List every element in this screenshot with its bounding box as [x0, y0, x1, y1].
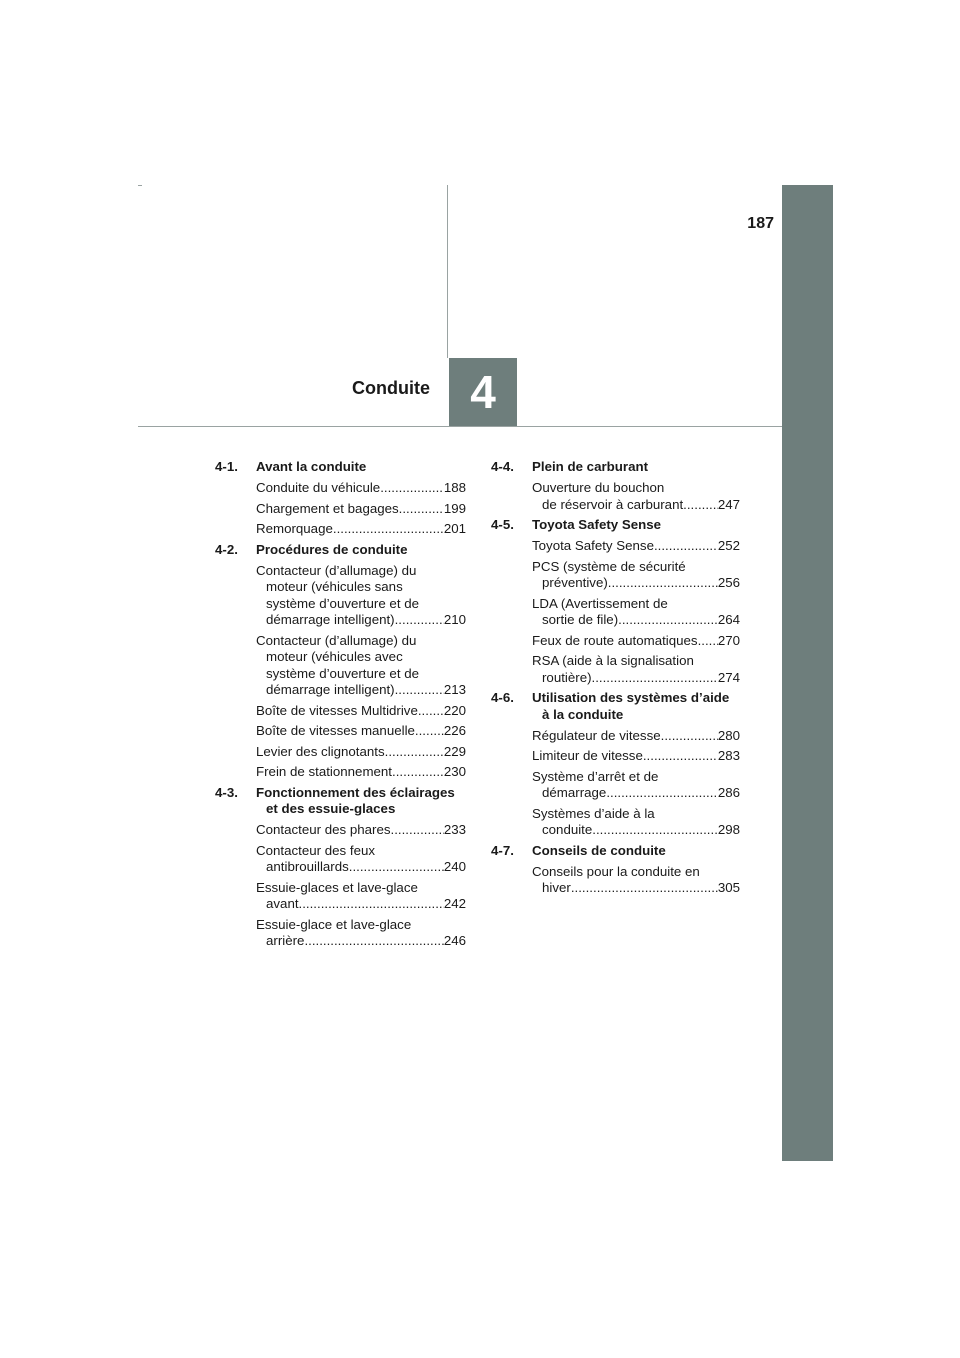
- entry-page-number[interactable]: 305: [717, 880, 740, 895]
- dot-leader: [698, 633, 718, 650]
- entry-page-number[interactable]: 210: [443, 612, 466, 627]
- section-title-line: Conseils de conduite: [532, 842, 666, 858]
- entry-text: Contacteur des phares: [256, 822, 391, 837]
- toc-section: [491, 459, 740, 513]
- entry-last-line: [256, 744, 466, 761]
- entry-last-line: [256, 933, 466, 950]
- toc-section: [491, 517, 740, 686]
- toc-section: [215, 785, 466, 950]
- entry-line: Conseils pour la conduite en: [532, 863, 700, 879]
- entry-line: LDA (Avertissement de: [532, 595, 668, 611]
- dot-leader: [385, 744, 444, 761]
- entry-page-number[interactable]: 274: [717, 669, 740, 685]
- section-entries: [491, 728, 740, 839]
- entry-last-line: [532, 748, 740, 765]
- section-title-line: Utilisation des systèmes d’aide: [532, 690, 730, 705]
- toc-entry[interactable]: [256, 843, 466, 876]
- dot-leader: [415, 723, 444, 740]
- section-heading: [215, 785, 466, 818]
- dot-leader: [392, 764, 444, 781]
- entry-text: antibrouillards: [266, 859, 349, 874]
- toc-entry[interactable]: [532, 806, 740, 839]
- entry-text: Régulateur de vitesse: [532, 727, 661, 743]
- toc-entry[interactable]: [256, 480, 466, 497]
- horizontal-rule: [138, 426, 782, 427]
- toc-entry[interactable]: [256, 764, 466, 781]
- section-title-line: Plein de carburant: [532, 459, 649, 474]
- section-title: [532, 690, 740, 723]
- toc-entry[interactable]: [532, 559, 740, 592]
- toc-section: [491, 843, 740, 897]
- entry-last-line: [532, 633, 740, 650]
- entry-last-line: [532, 575, 740, 592]
- entry-last-line: [532, 880, 740, 897]
- toc-right-column: [491, 459, 740, 901]
- entry-line: Essuie-glace et lave-glace: [256, 916, 412, 932]
- section-number: 4-3.: [215, 784, 238, 800]
- dot-leader: [571, 880, 718, 897]
- entry-page-number[interactable]: 264: [717, 612, 740, 627]
- dot-leader: [418, 703, 444, 720]
- section-title: [532, 459, 740, 476]
- section-entries: [491, 480, 740, 513]
- entry-line: moteur (véhicules avec: [266, 649, 403, 664]
- entry-last-line: [256, 501, 466, 518]
- dot-leader: [661, 728, 718, 745]
- entry-text: Limiteur de vitesse: [532, 748, 643, 763]
- section-title-line: Procédures de conduite: [256, 541, 408, 557]
- entry-line: Systèmes d’aide à la: [532, 805, 655, 821]
- entry-line: système d’ouverture et de: [266, 665, 419, 681]
- section-title: [256, 785, 466, 818]
- entry-line: RSA (aide à la signalisation: [532, 653, 694, 668]
- entry-line: Système d’arrêt et de: [532, 768, 659, 784]
- toc-entry[interactable]: [532, 748, 740, 765]
- entry-page-number[interactable]: 220: [443, 702, 466, 718]
- toc-entry[interactable]: [532, 480, 740, 513]
- dot-leader: [592, 822, 718, 839]
- entry-line: PCS (système de sécurité: [532, 558, 686, 574]
- chapter-side-tab: [782, 185, 833, 1161]
- entry-text: Boîte de vitesses manuelle: [256, 723, 415, 738]
- section-entries: [491, 864, 740, 897]
- entry-page-number[interactable]: 240: [443, 859, 466, 874]
- toc-entry[interactable]: [532, 769, 740, 802]
- section-heading: [215, 459, 466, 476]
- entry-text: préventive): [542, 575, 608, 590]
- entry-page-number[interactable]: 233: [443, 822, 466, 837]
- entry-page-number[interactable]: 199: [443, 500, 466, 516]
- dot-leader: [349, 859, 444, 876]
- entry-text: Feux de route automatiques: [532, 632, 698, 648]
- entry-page-number[interactable]: 247: [717, 496, 740, 512]
- toc-entry[interactable]: [256, 563, 466, 629]
- section-number: 4-6.: [491, 690, 514, 705]
- entry-last-line: [532, 670, 740, 687]
- section-title: [532, 843, 740, 860]
- entry-last-line: [532, 497, 740, 514]
- toc-entry[interactable]: [256, 880, 466, 913]
- entry-page-number[interactable]: 188: [443, 480, 466, 495]
- entry-page-number[interactable]: 252: [717, 538, 740, 553]
- dot-leader: [333, 521, 444, 538]
- entry-text: Frein de stationnement: [256, 764, 393, 779]
- dot-leader: [606, 785, 718, 802]
- entry-last-line: [256, 682, 466, 699]
- entry-text: sortie de file): [542, 612, 619, 627]
- entry-last-line: [256, 859, 466, 876]
- entry-text: démarrage intelligent): [266, 612, 395, 627]
- section-heading: [491, 843, 740, 860]
- entry-last-line: [256, 822, 466, 839]
- entry-text: Conduite du véhicule: [256, 480, 381, 495]
- entry-last-line: [532, 785, 740, 802]
- dot-leader: [654, 538, 718, 555]
- entry-text: arrière: [266, 933, 305, 948]
- toc-entry[interactable]: [256, 501, 466, 518]
- entry-text: routière): [542, 669, 592, 685]
- dot-leader: [380, 480, 444, 497]
- section-title: [256, 542, 466, 559]
- toc-entry[interactable]: [532, 596, 740, 629]
- section-title-line: Fonctionnement des éclairages: [256, 784, 455, 800]
- entry-text: Toyota Safety Sense: [532, 538, 654, 553]
- section-number: 4-2.: [215, 541, 238, 557]
- section-title-line: à la conduite: [542, 706, 624, 722]
- section-entries: [491, 538, 740, 686]
- toc-entry[interactable]: [256, 633, 466, 699]
- section-heading: [491, 517, 740, 534]
- entry-text: conduite: [542, 822, 593, 837]
- entry-page-number[interactable]: 280: [717, 727, 740, 743]
- toc-entry[interactable]: [532, 538, 740, 555]
- entry-text: avant: [266, 896, 299, 911]
- section-title: [256, 459, 466, 476]
- entry-page-number[interactable]: 213: [443, 682, 466, 697]
- entry-page-number[interactable]: 201: [443, 521, 466, 536]
- entry-page-number[interactable]: 242: [443, 896, 466, 911]
- section-title-line: Avant la conduite: [256, 459, 367, 474]
- section-number: 4-1.: [215, 459, 238, 474]
- entry-last-line: [256, 521, 466, 538]
- toc-left-column: [215, 459, 466, 954]
- entry-page-number[interactable]: 298: [717, 822, 740, 837]
- toc-entry[interactable]: [532, 653, 740, 686]
- dot-leader: [592, 670, 718, 687]
- section-entries: [215, 480, 466, 538]
- entry-line: Contacteur des feux: [256, 842, 376, 858]
- entry-page-number[interactable]: 229: [443, 743, 466, 759]
- entry-page-number[interactable]: 246: [443, 933, 466, 948]
- entry-line: système d’ouverture et de: [266, 595, 419, 611]
- entry-page-number[interactable]: 226: [443, 723, 466, 738]
- section-title-line: Toyota Safety Sense: [532, 517, 662, 532]
- entry-line: Contacteur (d’allumage) du: [256, 562, 417, 578]
- entry-text: Remorquage: [256, 521, 333, 536]
- page-number: 187: [747, 215, 774, 232]
- section-entries: [215, 563, 466, 781]
- section-number: 4-7.: [491, 842, 514, 858]
- entry-text: hiver: [542, 880, 571, 895]
- dot-leader: [643, 748, 718, 765]
- dot-leader: [618, 612, 718, 629]
- vertical-rule: [447, 185, 448, 358]
- entry-page-number[interactable]: 283: [717, 748, 740, 763]
- toc-entry[interactable]: [256, 521, 466, 538]
- entry-last-line: [256, 723, 466, 740]
- toc-entry[interactable]: [256, 917, 466, 950]
- dot-leader: [391, 822, 444, 839]
- entry-last-line: [256, 764, 466, 781]
- dot-leader: [683, 497, 718, 514]
- entry-last-line: [532, 612, 740, 629]
- entry-last-line: [256, 480, 466, 497]
- dot-leader: [304, 933, 443, 950]
- section-heading: [491, 459, 740, 476]
- section-heading: [215, 542, 466, 559]
- chapter-title: Conduite: [352, 378, 430, 398]
- entry-line: Ouverture du bouchon: [532, 480, 665, 495]
- toc-section: [215, 459, 466, 538]
- entry-page-number[interactable]: 256: [717, 575, 740, 590]
- toc-entry[interactable]: [256, 703, 466, 720]
- chapter-number: 4: [470, 366, 496, 418]
- entry-page-number[interactable]: 286: [717, 785, 740, 800]
- dot-leader: [395, 682, 444, 699]
- entry-text: démarrage: [542, 785, 607, 800]
- toc-section: [215, 542, 466, 781]
- section-number: 4-5.: [491, 517, 514, 532]
- toc-entry[interactable]: [532, 728, 740, 745]
- section-number: 4-4.: [491, 459, 514, 474]
- entry-text: démarrage intelligent): [266, 682, 395, 697]
- entry-text: Boîte de vitesses Multidrive: [256, 702, 418, 718]
- entry-page-number[interactable]: 230: [443, 764, 466, 779]
- chapter-number-box: [449, 358, 517, 426]
- toc-entry[interactable]: [256, 744, 466, 761]
- entry-line: Essuie-glaces et lave-glace: [256, 879, 418, 895]
- section-title-line: et des essuie-glaces: [266, 801, 396, 816]
- entry-last-line: [256, 612, 466, 629]
- toc-entry[interactable]: [256, 723, 466, 740]
- entry-last-line: [256, 896, 466, 913]
- entry-page-number[interactable]: 270: [717, 632, 740, 648]
- entry-last-line: [532, 822, 740, 839]
- corner-tick: [138, 185, 142, 186]
- toc-entry[interactable]: [532, 633, 740, 650]
- entry-last-line: [532, 728, 740, 745]
- dot-leader: [395, 612, 444, 629]
- toc-entry[interactable]: [532, 864, 740, 897]
- toc-entry[interactable]: [256, 822, 466, 839]
- dot-leader: [608, 575, 718, 592]
- entry-text: Levier des clignotants: [256, 743, 385, 759]
- toc-section: [491, 690, 740, 839]
- section-title: [532, 517, 740, 534]
- dot-leader: [399, 501, 444, 518]
- section-entries: [215, 822, 466, 950]
- entry-line: Contacteur (d’allumage) du: [256, 632, 417, 648]
- dot-leader: [299, 896, 444, 913]
- entry-line: moteur (véhicules sans: [266, 579, 403, 594]
- entry-last-line: [256, 703, 466, 720]
- entry-last-line: [532, 538, 740, 555]
- entry-text: de réservoir à carburant: [542, 496, 684, 512]
- entry-text: Chargement et bagages: [256, 500, 399, 516]
- section-heading: [491, 690, 740, 723]
